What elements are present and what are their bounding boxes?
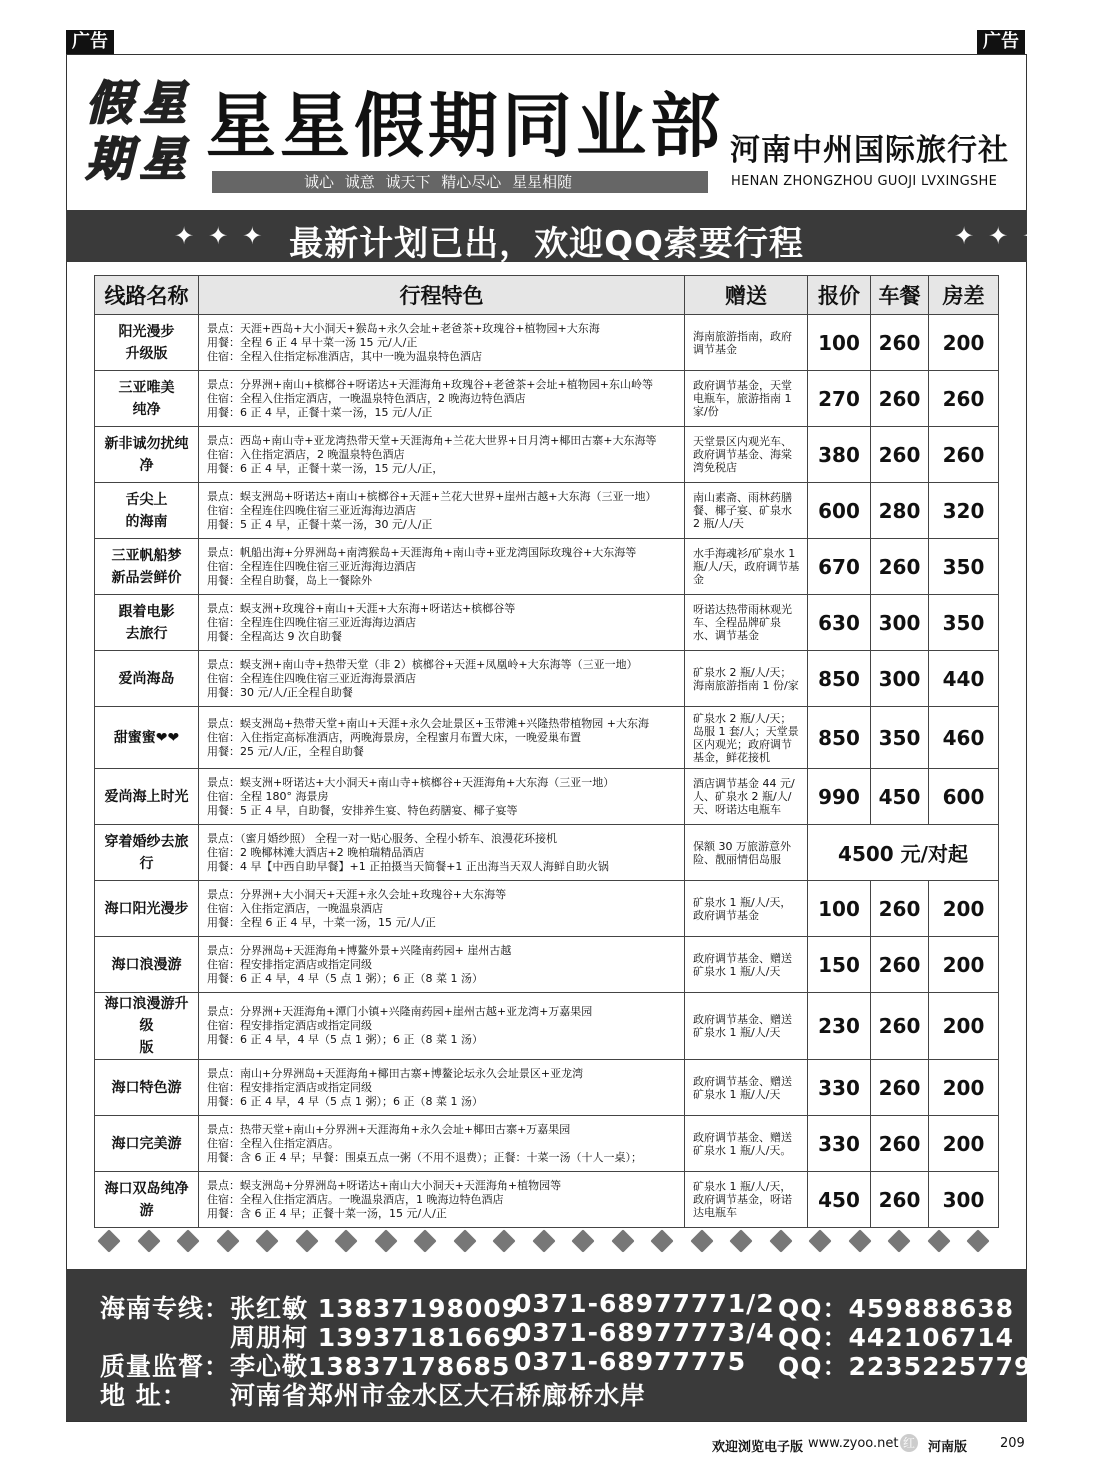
- contact-tel: 0371-68977771/2: [514, 1289, 775, 1318]
- feature-line: 住宿：入住指定酒店，一晚温泉酒店: [207, 901, 383, 915]
- feature-line: 用餐：5 正 4 早，自助餐，安排养生宴、特色药膳宴、椰子宴等: [207, 803, 518, 817]
- feature-line: 景点：蜈支洲+玫瑰谷+南山+天涯+大东海+呀诺达+槟榔谷等: [207, 601, 516, 615]
- features-cell: [199, 651, 685, 707]
- gift-cell: 呀诺达热带雨林观光车、全程品牌矿泉水、调节基金: [685, 595, 808, 651]
- route-name: 爱尚海上时光: [104, 788, 189, 805]
- gift-cell: 政府调节基金、赠送矿泉水 1 瓶/人/天: [685, 937, 808, 993]
- route-name: 海口浪漫游升级: [104, 996, 189, 1034]
- price-cell: 670: [808, 539, 871, 595]
- col-header-price: 报价: [808, 276, 871, 315]
- diamond-icon: [927, 1229, 950, 1252]
- meal-cell: 260: [871, 427, 929, 483]
- logo-char: 星: [140, 76, 186, 130]
- footer-site[interactable]: www.zyoo.net: [808, 1436, 899, 1451]
- meal-cell: 260: [871, 371, 929, 427]
- feature-line: 景点：蜈支洲+呀诺达+大小洞天+南山寺+槟榔谷+天涯海角+大东海（三亚一地）: [207, 775, 615, 789]
- feature-line: 用餐：含 6 正 4 早；正餐十菜一汤，15 元/人/正: [207, 1206, 447, 1220]
- room-cell: 200: [929, 993, 999, 1060]
- diamond-icon: [532, 1229, 555, 1252]
- room-cell: 350: [929, 595, 999, 651]
- diamond-icon: [453, 1229, 476, 1252]
- table-header-row: [95, 276, 999, 315]
- room-cell: 440: [929, 651, 999, 707]
- features-cell: [199, 1172, 685, 1228]
- features-cell: [199, 707, 685, 769]
- star-icons-right: ✦✦✦: [954, 222, 1057, 250]
- feature-line: 景点：蜈支洲岛+分界洲岛+呀诺达+南山大小洞天+天涯海角+植物园等: [207, 1178, 562, 1192]
- ad-tag-right: 广告: [977, 30, 1025, 54]
- gift-cell: 矿泉水 1 瓶/人/天，政府调节基金: [685, 881, 808, 937]
- features-cell: [199, 315, 685, 371]
- feature-line: 景点：（蜜月婚纱照） 全程一对一贴心服务、全程小轿车、浪漫花环接机: [207, 831, 557, 845]
- room-cell: 200: [929, 315, 999, 371]
- route-name-cell: [95, 539, 199, 595]
- table-row: [95, 769, 999, 825]
- diamond-icon: [334, 1229, 357, 1252]
- price-cell: 100: [808, 315, 871, 371]
- meal-cell: 260: [871, 1172, 929, 1228]
- diamond-icon: [176, 1229, 199, 1252]
- feature-line: 住宿：程安排指定酒店或指定同级: [207, 957, 372, 971]
- col-header-route: 线路名称: [95, 276, 199, 315]
- feature-line: 用餐：全程 6 正 4 早十菜一汤 15 元/人/正: [207, 335, 418, 349]
- diamond-icon: [887, 1229, 910, 1252]
- route-name: 跟着电影: [118, 603, 175, 620]
- price-cell: 450: [808, 1172, 871, 1228]
- table-row: [95, 1060, 999, 1116]
- gift-cell: 海南旅游指南，政府调节基金: [685, 315, 808, 371]
- diamond-icon: [808, 1229, 831, 1252]
- gift-cell: 水手海魂衫/矿泉水 1 瓶/人/天，政府调节基金: [685, 539, 808, 595]
- gift-cell: 矿泉水 2 瓶/人/天；岛服 1 套/人；天堂景区内观光；政府调节基金，鲜花接机: [685, 707, 808, 769]
- meal-cell: 350: [871, 707, 929, 769]
- feature-line: 用餐：6 正 4 早，4 早（5 点 1 粥）；6 正（8 菜 1 汤）: [207, 1094, 483, 1108]
- feature-line: 景点：分界洲+天涯海角+潭门小镇+兴隆南药园+崖州古越+亚龙湾+万嘉果园: [207, 1005, 593, 1018]
- feature-line: 住宿：全程连住四晚住宿三亚近海海景酒店: [207, 671, 416, 685]
- feature-line: 住宿：全程连住四晚住宿三亚近海海边酒店: [207, 559, 416, 573]
- badge-text: 红: [900, 1434, 918, 1452]
- decorative-divider: [92, 1226, 1002, 1256]
- feature-line: 住宿：程安排指定酒店或指定同级: [207, 1080, 372, 1094]
- diamond-icon: [413, 1229, 436, 1252]
- meal-cell: 300: [871, 595, 929, 651]
- features-cell: [199, 1060, 685, 1116]
- diamond-icon: [295, 1229, 318, 1252]
- price-cell: 230: [808, 993, 871, 1060]
- route-name: 升级版: [125, 345, 168, 362]
- diamond-icon: [650, 1229, 673, 1252]
- price-cell: 600: [808, 483, 871, 539]
- diamond-icon: [769, 1229, 792, 1252]
- contact-name-phone: 李心敬13837178685: [230, 1352, 511, 1381]
- address: 河南省郑州市金水区大石桥廊桥水岸: [230, 1381, 647, 1410]
- feature-line: 景点：天涯+西岛+大小洞天+猴岛+永久会址+老爸茶+玫瑰谷+植物园+大东海: [207, 321, 600, 335]
- meal-cell: 260: [871, 315, 929, 371]
- feature-line: 景点：帆船出海+分界洲岛+南湾猴岛+天涯海角+南山寺+亚龙湾国际玫瑰谷+大东海等: [207, 545, 637, 559]
- room-cell: 320: [929, 483, 999, 539]
- feature-line: 景点：南山+分界洲岛+天涯海角+椰田古寨+博鳌论坛永久会址景区+亚龙湾: [207, 1066, 584, 1080]
- feature-line: 景点：分界洲+大小洞天+天涯+永久会址+玫瑰谷+大东海等: [207, 887, 507, 901]
- page-number: 209: [1000, 1436, 1025, 1451]
- price-cell: 100: [808, 881, 871, 937]
- feature-line: 住宿：全程 180° 海景房: [207, 789, 329, 803]
- diamond-icon: [611, 1229, 634, 1252]
- contact-qq: QQ：442106714: [778, 1323, 1015, 1352]
- feature-line: 住宿：2 晚椰林滩大酒店+2 晚柏瑞精品酒店: [207, 845, 425, 859]
- table-body: [95, 315, 999, 1228]
- diamond-icon: [216, 1229, 239, 1252]
- table-row: [95, 651, 999, 707]
- feature-line: 用餐：6 正 4 早，4 早（5 点 1 粥）；6 正（8 菜 1 汤）: [207, 971, 483, 985]
- contact-qq: QQ：2235225779: [778, 1352, 1033, 1381]
- room-cell: 300: [929, 1172, 999, 1228]
- slogan: 诚心 诚意 诚天下 精心尽心 星星相随: [212, 171, 708, 193]
- diamond-icon: [137, 1229, 160, 1252]
- col-header-meal: 车餐: [871, 276, 929, 315]
- diamond-icon: [966, 1229, 989, 1252]
- route-name-cell: [95, 1116, 199, 1172]
- gift-cell: 政府调节基金，天堂电瓶车，旅游指南 1 家/份: [685, 371, 808, 427]
- table-row: [95, 371, 999, 427]
- diamond-icon: [374, 1229, 397, 1252]
- banner-text: 最新计划已出，欢迎QQ索要行程: [289, 224, 804, 264]
- price-cell: 380: [808, 427, 871, 483]
- route-name-cell: [95, 1060, 199, 1116]
- diamond-icon: [848, 1229, 871, 1252]
- logo-char: 期: [86, 132, 132, 186]
- features-cell: [199, 825, 685, 881]
- col-header-room: 房差: [929, 276, 999, 315]
- route-name: 舌尖上: [125, 491, 168, 508]
- gift-cell: 矿泉水 1 瓶/人/天，政府调节基金，呀诺达电瓶车: [685, 1172, 808, 1228]
- edition-badge-icon: [900, 1434, 918, 1452]
- footer-welcome-text: 欢迎浏览电子版: [712, 1440, 804, 1455]
- table-row: [95, 1116, 999, 1172]
- footer-welcome: [712, 1436, 803, 1455]
- feature-line: 住宿：入住指定高标准酒店，两晚海景房，全程蜜月布置大床，一晚爱巢布置: [207, 730, 581, 744]
- feature-line: 用餐：6 正 4 早，4 早（5 点 1 粥）；6 正（8 菜 1 汤）: [207, 1033, 483, 1046]
- hotline-label: 海南专线：: [100, 1294, 231, 1323]
- route-name: 海口浪漫游: [111, 956, 182, 973]
- route-name-cell: [95, 371, 199, 427]
- contact-tel: 0371-68977773/4: [514, 1318, 775, 1347]
- quality-label: 质量监督：: [100, 1352, 231, 1381]
- room-cell: 260: [929, 371, 999, 427]
- contact-qq: QQ：459888638: [778, 1294, 1015, 1323]
- features-cell: [199, 371, 685, 427]
- room-cell: 200: [929, 1060, 999, 1116]
- meal-cell: 280: [871, 483, 929, 539]
- feature-line: 住宿：全程入住指定酒店，一晚温泉特色酒店，2 晚海边特色酒店: [207, 391, 526, 405]
- price-cell: 630: [808, 595, 871, 651]
- logo-char: 假: [86, 76, 132, 130]
- feature-line: 景点：分界洲+南山+槟榔谷+呀诺达+天涯海角+玫瑰谷+老爸茶+会址+植物园+东山岭等: [207, 377, 653, 391]
- meal-cell: 450: [871, 769, 929, 825]
- room-cell: 200: [929, 937, 999, 993]
- feature-line: 用餐：30 元/人/正全程自助餐: [207, 685, 353, 699]
- logo: [84, 74, 196, 194]
- feature-line: 用餐：5 正 4 早，正餐十菜一汤，30 元/人/正: [207, 517, 433, 531]
- feature-line: 住宿：全程入住指定酒店。: [207, 1136, 339, 1150]
- gift-cell: 政府调节基金、赠送矿泉水 1 瓶/人/天。: [685, 1116, 808, 1172]
- feature-line: 景点：蜈支洲岛+热带天堂+南山+天涯+永久会址景区+玉带滩+兴隆热带植物园 +大东海: [207, 716, 650, 730]
- route-name: 海口阳光漫步: [104, 900, 189, 917]
- gift-cell: 政府调节基金、赠送矿泉水 1 瓶/人/天: [685, 993, 808, 1060]
- star-icons-left: ✦✦✦: [174, 222, 277, 250]
- route-name: 新非诚勿扰纯净: [104, 435, 189, 474]
- feature-line: 住宿：程安排指定酒店或指定同级: [207, 1019, 372, 1032]
- table-row: [95, 483, 999, 539]
- meal-cell: 260: [871, 993, 929, 1060]
- feature-line: 用餐：4 早【中西自助早餐】+1 正拍摄当天简餐+1 正出海当天双人海鲜自助火锅: [207, 859, 609, 873]
- route-name-cell: [95, 937, 199, 993]
- features-cell: [199, 881, 685, 937]
- contact-name-phone: 周朋柯 13937181669: [230, 1323, 521, 1352]
- route-name: 去旅行: [125, 625, 168, 642]
- route-name-cell: [95, 651, 199, 707]
- gift-cell: 政府调节基金、赠送矿泉水 1 瓶/人/天: [685, 1060, 808, 1116]
- table-row: [95, 427, 999, 483]
- page-title: 星星假期同业部: [206, 85, 724, 167]
- logo-char: 星: [140, 132, 186, 186]
- feature-line: 用餐：全程自助餐，岛上一餐除外: [207, 573, 372, 587]
- price-cell: 150: [808, 937, 871, 993]
- price-cell: 330: [808, 1060, 871, 1116]
- table-row: [95, 881, 999, 937]
- price-cell: 990: [808, 769, 871, 825]
- table-row: [95, 315, 999, 371]
- meal-cell: 260: [871, 539, 929, 595]
- price-cell: 850: [808, 707, 871, 769]
- features-cell: [199, 1116, 685, 1172]
- company-name: 河南中州国际旅行社: [730, 133, 1009, 168]
- col-header-features: 行程特色: [199, 276, 685, 315]
- route-name: 甜蜜蜜❤❤: [113, 729, 180, 746]
- features-cell: [199, 483, 685, 539]
- room-cell: 600: [929, 769, 999, 825]
- features-cell: [199, 595, 685, 651]
- price-cell: 330: [808, 1116, 871, 1172]
- route-name: 三亚唯美: [118, 379, 175, 396]
- meal-cell: 300: [871, 651, 929, 707]
- route-name: 的海南: [125, 513, 168, 530]
- meal-cell: 260: [871, 881, 929, 937]
- diamond-icon: [97, 1229, 120, 1252]
- route-name-cell: [95, 707, 199, 769]
- gift-cell: 矿泉水 2 瓶/人/天；海南旅游指南 1 份/家: [685, 651, 808, 707]
- route-name: 海口特色游: [111, 1079, 182, 1096]
- feature-line: 景点：分界洲岛+天涯海角+博鳌外景+兴隆南药园+ 崖州古越: [207, 943, 512, 957]
- route-name: 三亚帆船梦: [111, 547, 182, 564]
- table-row: [95, 1172, 999, 1228]
- feature-line: 景点：蜈支洲+南山寺+热带天堂（非 2）槟榔谷+天涯+凤凰岭+大东海等（三亚一地）: [207, 657, 638, 671]
- meal-cell: 260: [871, 937, 929, 993]
- meal-cell: 260: [871, 1116, 929, 1172]
- contact-tel: 0371-68977775: [514, 1347, 747, 1376]
- route-name-cell: [95, 1172, 199, 1228]
- feature-line: 住宿：入住指定酒店，2 晚温泉特色酒店: [207, 447, 405, 461]
- footer-edition-text: 河南版: [928, 1440, 968, 1455]
- gift-cell: 南山素斋、雨林药膳餐、椰子宴、矿泉水 2 瓶/人/天: [685, 483, 808, 539]
- address-label: 地 址：: [100, 1381, 188, 1410]
- diamond-icon: [492, 1229, 515, 1252]
- footer-edition: [928, 1436, 967, 1455]
- room-cell: 200: [929, 881, 999, 937]
- route-name: 爱尚海岛: [118, 670, 175, 687]
- feature-line: 用餐：全程高达 9 次自助餐: [207, 629, 342, 643]
- price-cell: 270: [808, 371, 871, 427]
- gift-cell: 天堂景区内观光车、政府调节基金、海棠湾免税店: [685, 427, 808, 483]
- diamond-icon: [729, 1229, 752, 1252]
- gift-cell: 保额 30 万旅游意外险、靓丽情侣岛服: [685, 825, 808, 881]
- announcement-banner: [66, 210, 1057, 264]
- features-cell: [199, 769, 685, 825]
- table-row: [95, 595, 999, 651]
- itinerary-table: [94, 275, 999, 1228]
- diamond-icon: [571, 1229, 594, 1252]
- route-name-cell: [95, 825, 199, 881]
- route-name: 海口完美游: [111, 1135, 182, 1152]
- route-name-cell: [95, 427, 199, 483]
- table-row: [95, 707, 999, 769]
- room-cell: 200: [929, 1116, 999, 1172]
- features-cell: [199, 937, 685, 993]
- features-cell: [199, 427, 685, 483]
- feature-line: 用餐：25 元/人/正，全程自助餐: [207, 744, 364, 758]
- table-row: [95, 825, 999, 881]
- company-name-en: HENAN ZHONGZHOU GUOJI LVXINGSHE: [731, 174, 998, 189]
- route-name-cell: [95, 993, 199, 1060]
- feature-line: 用餐：含 6 正 4 早；早餐：围桌五点一粥（不用不退费）；正餐：十菜一汤（十人一桌）；: [207, 1150, 642, 1164]
- diamond-icon: [255, 1229, 278, 1252]
- route-name-cell: [95, 881, 199, 937]
- feature-line: 用餐：6 正 4 早，正餐十菜一汤，15 元/人/正，: [207, 461, 444, 475]
- route-name-cell: [95, 595, 199, 651]
- features-cell: [199, 993, 685, 1060]
- diamond-icon: [690, 1229, 713, 1252]
- table-row: [95, 937, 999, 993]
- route-name: 纯净: [132, 401, 161, 418]
- features-cell: [199, 539, 685, 595]
- gift-cell: 酒店调节基金 44 元/人、矿泉水 2 瓶/人/天、呀诺达电瓶车: [685, 769, 808, 825]
- feature-line: 景点：蜈支洲岛+呀诺达+南山+槟榔谷+天涯+兰花大世界+崖州古越+大东海（三亚一地）: [207, 489, 657, 503]
- route-name-cell: [95, 315, 199, 371]
- col-header-gift: 赠送: [685, 276, 808, 315]
- feature-line: 住宿：全程连住四晚住宿三亚近海海边酒店: [207, 503, 416, 517]
- price-cell: 850: [808, 651, 871, 707]
- route-name-cell: [95, 769, 199, 825]
- ad-tag-left: 广告: [66, 30, 114, 54]
- table-row: [95, 993, 999, 1060]
- route-name-cell: [95, 483, 199, 539]
- meal-cell: 260: [871, 1060, 929, 1116]
- room-cell: 460: [929, 707, 999, 769]
- route-name: 阳光漫步: [118, 323, 175, 340]
- contact-panel: [66, 1269, 1033, 1421]
- room-cell: 260: [929, 427, 999, 483]
- route-name: 新品尝鲜价: [111, 569, 182, 586]
- price-combined-cell: 4500 元/对起: [808, 825, 999, 881]
- contact-name-phone: 张红敏 13837198009: [230, 1294, 521, 1323]
- feature-line: 用餐：6 正 4 早，正餐十菜一汤，15 元/人/正: [207, 405, 433, 419]
- feature-line: 景点：热带天堂+南山+分界洲+天涯海角+永久会址+椰田古寨+万嘉果园: [207, 1122, 571, 1136]
- route-name: 海口双岛纯净游: [104, 1180, 189, 1219]
- feature-line: 住宿：全程入住指定标准酒店，其中一晚为温泉特色酒店: [207, 349, 482, 363]
- feature-line: 住宿：全程连住四晚住宿三亚近海海边酒店: [207, 615, 416, 629]
- route-name: 版: [139, 1040, 154, 1056]
- feature-line: 用餐：全程 6 正 4 早，十菜一汤，15 元/人/正: [207, 915, 436, 929]
- feature-line: 景点：西岛+南山寺+亚龙湾热带天堂+天涯海角+兰花大世界+日月湾+椰田古寨+大东海等: [207, 433, 657, 447]
- table-row: [95, 539, 999, 595]
- feature-line: 住宿：全程入住指定酒店。一晚温泉酒店，1 晚海边特色酒店: [207, 1192, 504, 1206]
- room-cell: 350: [929, 539, 999, 595]
- route-name: 穿着婚纱去旅行: [104, 833, 189, 872]
